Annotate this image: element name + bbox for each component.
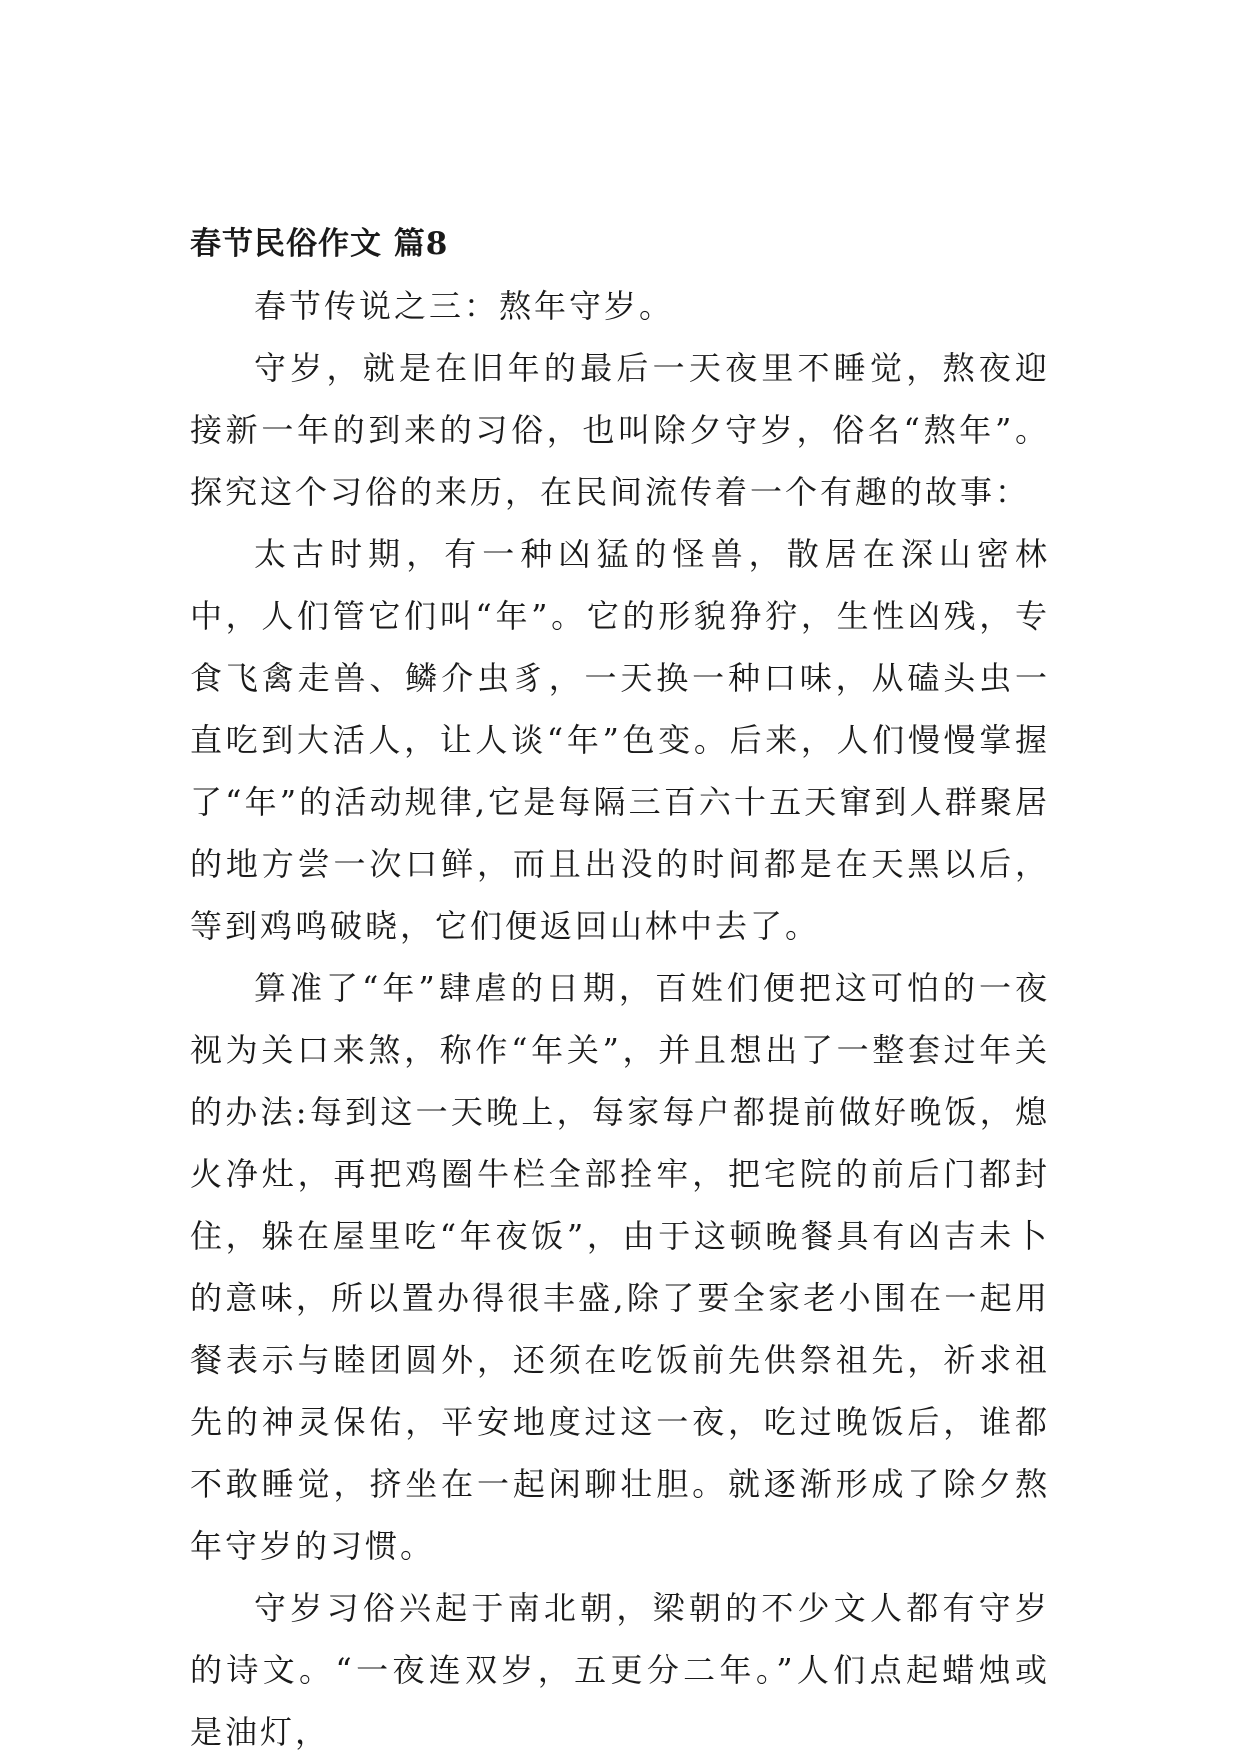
document-title: 春节民俗作文 篇8 bbox=[190, 226, 449, 262]
paragraph-intro: 守岁，就是在旧年的最后一天夜里不睡觉，熬夜迎接新一年的到来的习俗，也叫除夕守岁，俗名“熬年”。探究这个习俗的来历，在民间流传着一个有趣的故事： bbox=[190, 349, 1050, 511]
document-body bbox=[190, 213, 1050, 1763]
paragraph-beast-story: 太古时期，有一种凶猛的怪兽，散居在深山密林中，人们管它们叫“年”。它的形貌狰狞，生性凶残，专食飞禽走兽、鳞介虫豸，一天换一种口味，从磕头虫一直吃到大活人，让人谈“年”色变。后来，人们慢慢掌握了“年”的活动规律,它是每隔三百六十五天窜到人群聚居的地方尝一次口鲜，而且出没的时间都是在天黑以后，等到鸡鸣破晓，它们便返回山林中去了。 bbox=[190, 535, 1050, 945]
paragraph-legend-subtitle: 春节传说之三：熬年守岁。 bbox=[254, 287, 675, 325]
paragraph-year-pass: 算准了“年”肆虐的日期，百姓们便把这可怕的一夜视为关口来煞，称作“年关”，并且想出了一整套过年关的办法:每到这一天晚上，每家每户都提前做好晚饭，熄火净灶，再把鸡圈牛栏全部拴牢，把宅院的前后门都封住，躲在屋里吃“年夜饭”，由于这顿晚餐具有凶吉未卜的意味，所以置办得很丰盛,除了要全家老小围在一起用餐表示与睦团圆外，还须在吃饭前先供祭祖先，祈求祖先的神灵保佑，平安地度过这一夜，吃过晚饭后，谁都不敢睡觉，挤坐在一起闲聊壮胆。就逐渐形成了除夕熬年守岁的习惯。 bbox=[190, 969, 1050, 1565]
paragraph-history: 守岁习俗兴起于南北朝，梁朝的不少文人都有守岁的诗文。“一夜连双岁，五更分二年。”人们点起蜡烛或是油灯， bbox=[190, 1589, 1050, 1751]
